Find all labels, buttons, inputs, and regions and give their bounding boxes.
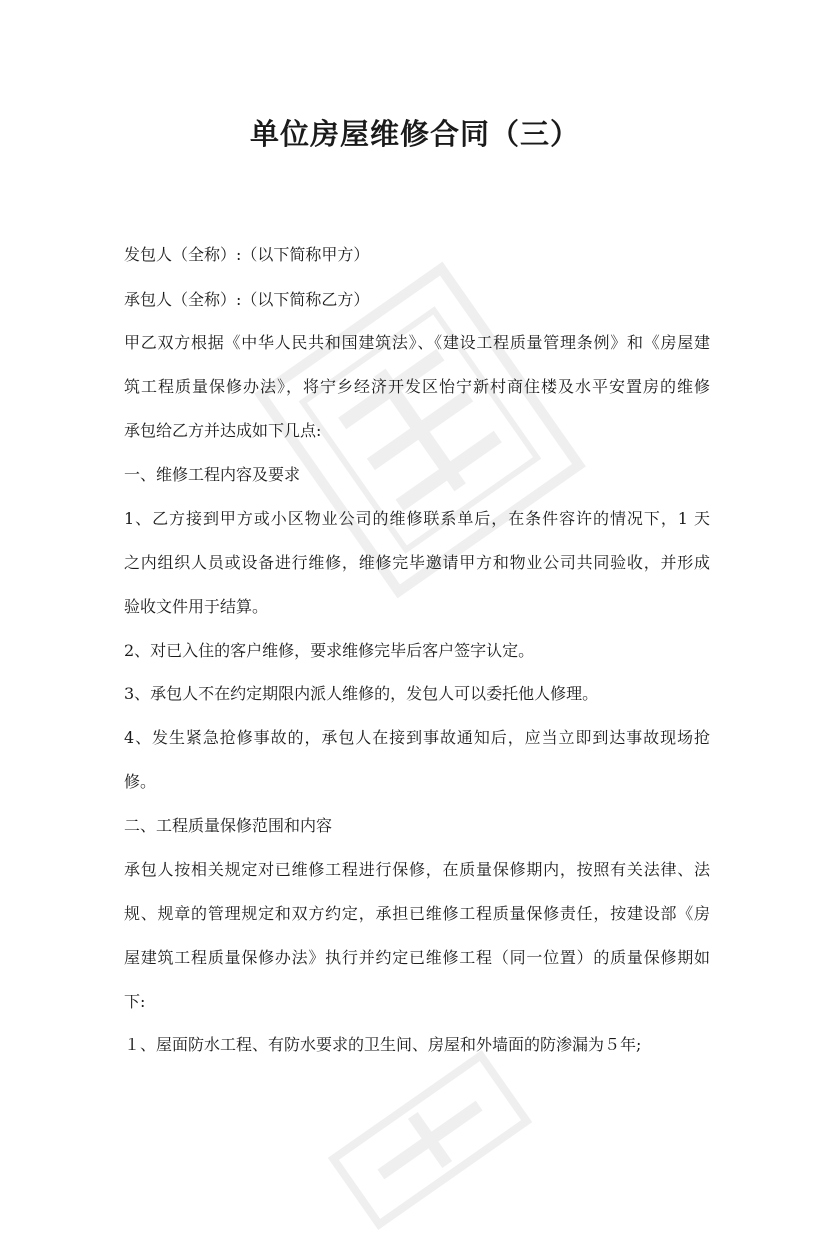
paragraph-line: 承包给乙方并达成如下几点: (124, 421, 322, 440)
paragraph-line: 1、乙方接到甲方或小区物业公司的维修联系单后，在条件容许的情况下，1 天 (124, 509, 710, 528)
paragraph-line: 甲乙双方根据《中华人民共和国建筑法》、《建设工程质量管理条例》和《房屋建 (124, 333, 710, 352)
paragraph-line: 屋建筑工程质量保修办法》执行并约定已维修工程（同一位置）的质量保修期如 (124, 948, 710, 967)
paragraph-line: 下: (124, 992, 146, 1011)
paragraph-line: 4、发生紧急抢修事故的，承包人在接到事故通知后，应当立即到达事故现场抢 (124, 728, 710, 747)
paragraph-line: 规、规章的管理规定和双方约定，承担已维修工程质量保修责任，按建设部《房 (124, 904, 710, 923)
watermark-icon (319, 1042, 540, 1238)
paragraph-line: 验收文件用于结算。 (124, 597, 269, 616)
section-heading: 二、工程质量保修范围和内容 (124, 816, 333, 835)
paragraph-line: 筑工程质量保修办法》，将宁乡经济开发区怡宁新村商住楼及水平安置房的维修 (124, 377, 710, 396)
paragraph-line: 修。 (124, 772, 157, 791)
paragraph-line: 之内组织人员或设备进行维修，维修完毕邀请甲方和物业公司共同验收，并形成 (124, 553, 710, 572)
paragraph-line: 发包人（全称）:（以下简称甲方） (124, 245, 370, 264)
paragraph-line: 2、对已入住的客户维修，要求维修完毕后客户签字认定。 (124, 641, 535, 660)
section-heading: 一、维修工程内容及要求 (124, 465, 301, 484)
paragraph-line: 承包人（全称）:（以下简称乙方） (124, 290, 370, 309)
page-title: 单位房屋维修合同（三） (249, 117, 580, 151)
paragraph-line: １、屋面防水工程、有防水要求的卫生间、房屋和外墙面的防渗漏为５年; (124, 1035, 642, 1054)
paragraph-line: 承包人按相关规定对已维修工程进行保修，在质量保修期内，按照有关法律、法 (124, 860, 710, 879)
paragraph-line: 3、承包人不在约定期限内派人维修的，发包人可以委托他人修理。 (124, 684, 599, 703)
